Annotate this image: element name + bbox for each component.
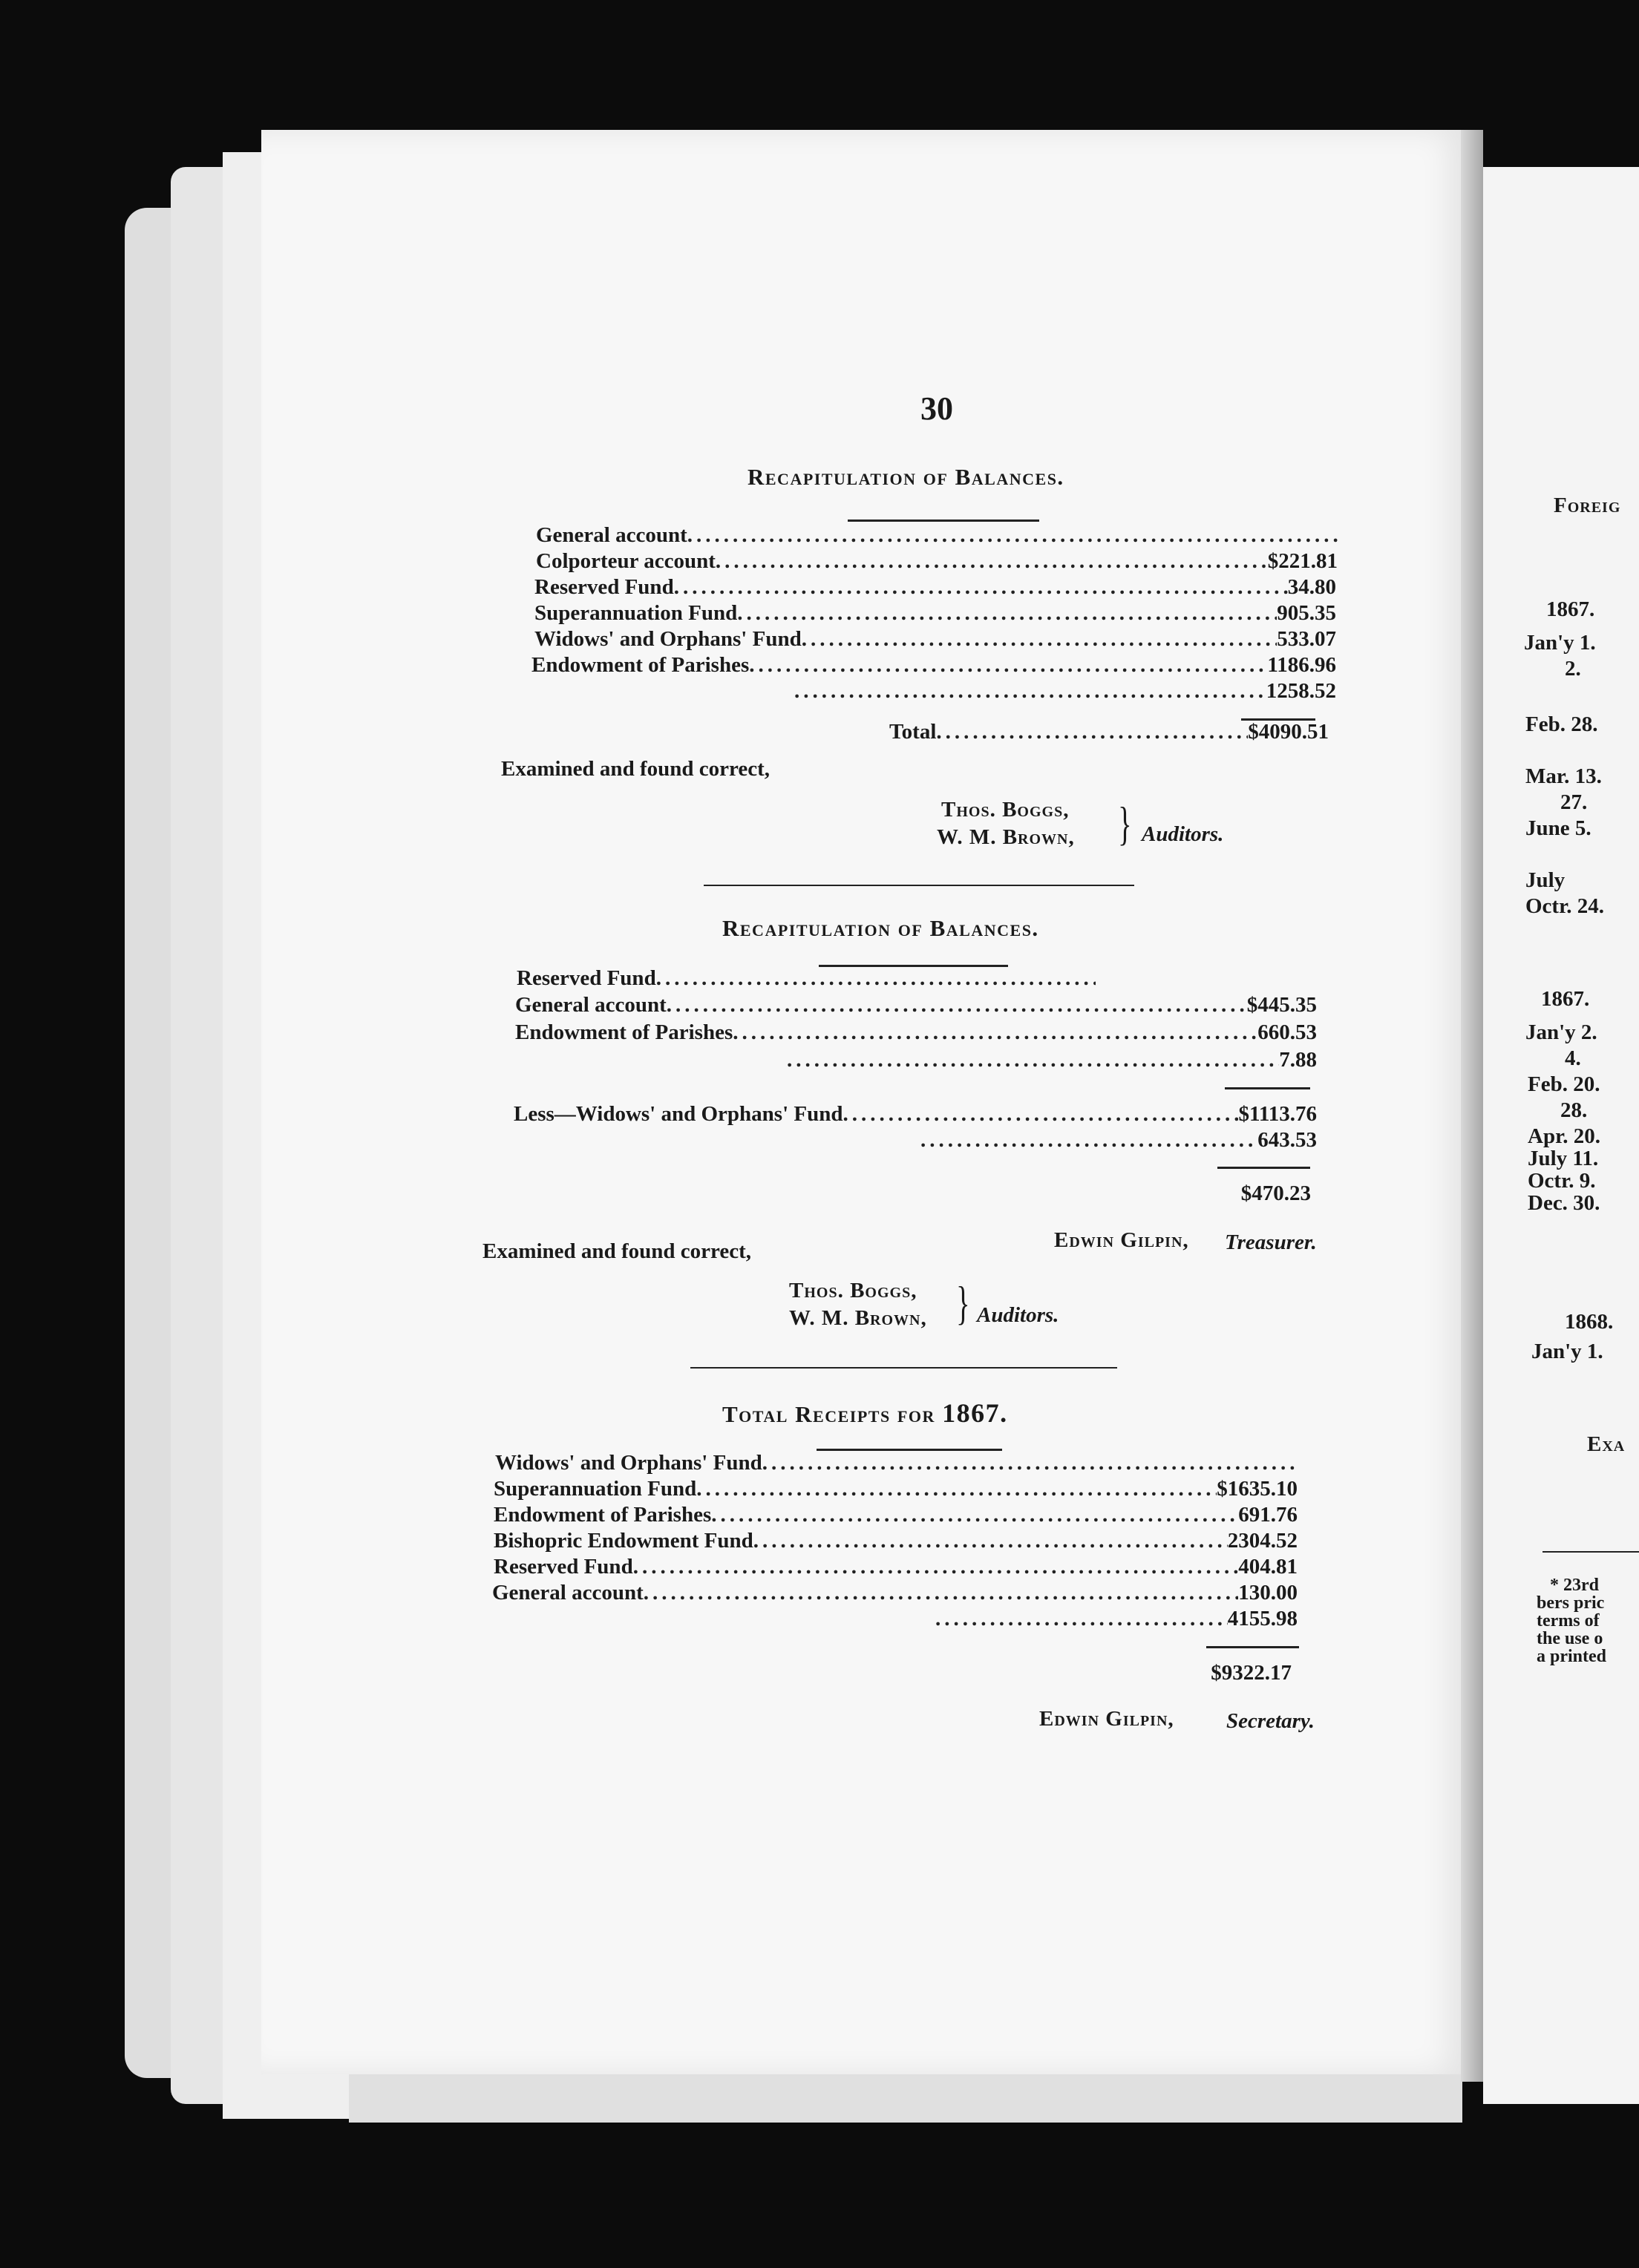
signed-name: Edwin Gilpin, — [1039, 1707, 1174, 1731]
ledger-row: ..... 7.88 — [787, 1048, 1317, 1072]
entry-date: 27. — [1560, 790, 1588, 814]
total-row — [889, 720, 1329, 744]
ledger-row: Endowment of Parishes ..... 660.53 — [515, 1020, 1317, 1045]
footnote-line: the use o — [1537, 1629, 1603, 1648]
heading-rule — [848, 520, 1039, 522]
examined-text: Exa — [1587, 1432, 1626, 1456]
page-number: 30 — [920, 390, 953, 427]
ledger-row: Reserved Fund ..... — [517, 966, 1096, 991]
footnote-rule — [1543, 1551, 1639, 1553]
entry-date: Octr. 24. — [1525, 894, 1605, 918]
footnote-line: terms of — [1537, 1611, 1600, 1630]
less-label: Less—Widows' and Orphans' Fund — [514, 1102, 843, 1126]
signed-title: Treasurer. — [1225, 1230, 1317, 1254]
ledger-row: ..... 643.53 — [920, 1128, 1317, 1153]
section1-heading: Recapitulation of Balances. — [747, 464, 1064, 490]
ledger-row: Endowment of Parishes ..... 1186.96 — [531, 653, 1336, 678]
ledger-row: ..... 1258.52 — [794, 679, 1336, 704]
ledger-row: Superannuation Fund ..... $1635.10 — [494, 1477, 1298, 1501]
entry-date: Feb. 20. — [1528, 1072, 1600, 1096]
section-divider — [704, 885, 1134, 886]
entry-date: Jan'y 1. — [1531, 1340, 1603, 1363]
section2-heading: Recapitulation of Balances. — [722, 915, 1039, 941]
less-amount: $1113.76 — [1238, 1102, 1317, 1126]
ledger-row: Reserved Fund ..... 404.81 — [494, 1555, 1298, 1579]
entry-date: 28. — [1560, 1098, 1588, 1122]
footnote-line: a printed — [1537, 1647, 1607, 1666]
total-amount: $9322.17 — [1211, 1661, 1292, 1685]
ledger-row: Reserved Fund ..... 34.80 — [534, 575, 1336, 600]
total-label: Total — [889, 720, 937, 744]
footnote-line: bers pric — [1537, 1593, 1605, 1613]
ledger-row: General account ..... 130.00 — [492, 1581, 1298, 1605]
entry-date: 4. — [1565, 1046, 1581, 1070]
auditor-name: Thos. Boggs, — [941, 798, 1070, 822]
ledger-row: Widows' and Orphans' Fund ..... 533.07 — [534, 627, 1336, 652]
entry-date: Feb. 28. — [1525, 712, 1598, 736]
entry-date: Octr. 9. — [1528, 1169, 1596, 1193]
footnote-line: * 23rd — [1550, 1576, 1599, 1595]
less-row — [514, 1102, 1317, 1127]
entry-date: Apr. 20. — [1528, 1124, 1601, 1148]
auditor-name: W. M. Brown, — [789, 1306, 927, 1330]
auditors-label: Auditors. — [1142, 822, 1224, 846]
ledger-row: Bishopric Endowment Fund ..... 2304.52 — [494, 1529, 1298, 1553]
book-gutter — [1461, 130, 1483, 2082]
examined-text: Examined and found correct, — [482, 1239, 751, 1263]
year-label: 1867. — [1546, 597, 1595, 621]
right-heading: Foreig — [1554, 494, 1621, 517]
ledger-row: General account ..... $445.35 — [515, 993, 1317, 1017]
year-label: 1867. — [1541, 987, 1590, 1011]
sum-rule — [1225, 1087, 1310, 1089]
sum-rule — [1217, 1167, 1310, 1169]
auditors-label: Auditors. — [977, 1303, 1059, 1327]
section-divider — [690, 1367, 1117, 1369]
examined-text: Examined and found correct, — [501, 757, 770, 781]
year-label: 1868. — [1565, 1310, 1614, 1334]
ledger-row: General account ..... — [536, 523, 1338, 548]
section3-heading: Total Receipts for 1867. — [722, 1398, 1008, 1428]
net-amount: $470.23 — [1240, 1181, 1311, 1205]
ledger-row: Widows' and Orphans' Fund ..... — [495, 1451, 1297, 1475]
entry-date: Dec. 30. — [1528, 1191, 1600, 1215]
entry-date: Jan'y 1. — [1524, 631, 1596, 655]
right-page — [1483, 167, 1639, 2104]
brace-icon: } — [1118, 797, 1132, 850]
entry-date: 2. — [1565, 657, 1581, 681]
ledger-row: Endowment of Parishes ..... 691.76 — [494, 1503, 1298, 1527]
sum-rule — [1206, 1646, 1299, 1648]
entry-date: July — [1525, 868, 1566, 892]
ledger-row: Superannuation Fund ..... 905.35 — [534, 601, 1336, 626]
auditor-name: W. M. Brown, — [937, 825, 1075, 849]
entry-date: July 11. — [1528, 1147, 1599, 1170]
ledger-row: ..... 4155.98 — [935, 1607, 1298, 1631]
total-amount: $4090.51 — [1248, 720, 1329, 744]
entry-date: June 5. — [1525, 816, 1591, 840]
auditor-name: Thos. Boggs, — [789, 1279, 917, 1302]
entry-date: Mar. 13. — [1525, 764, 1602, 788]
entry-date: Jan'y 2. — [1525, 1020, 1597, 1044]
brace-icon: } — [956, 1276, 970, 1329]
ledger-row: Colporteur account ..... $221.81 — [536, 549, 1338, 574]
signed-title: Secretary. — [1226, 1709, 1315, 1733]
signed-name: Edwin Gilpin, — [1054, 1228, 1189, 1252]
